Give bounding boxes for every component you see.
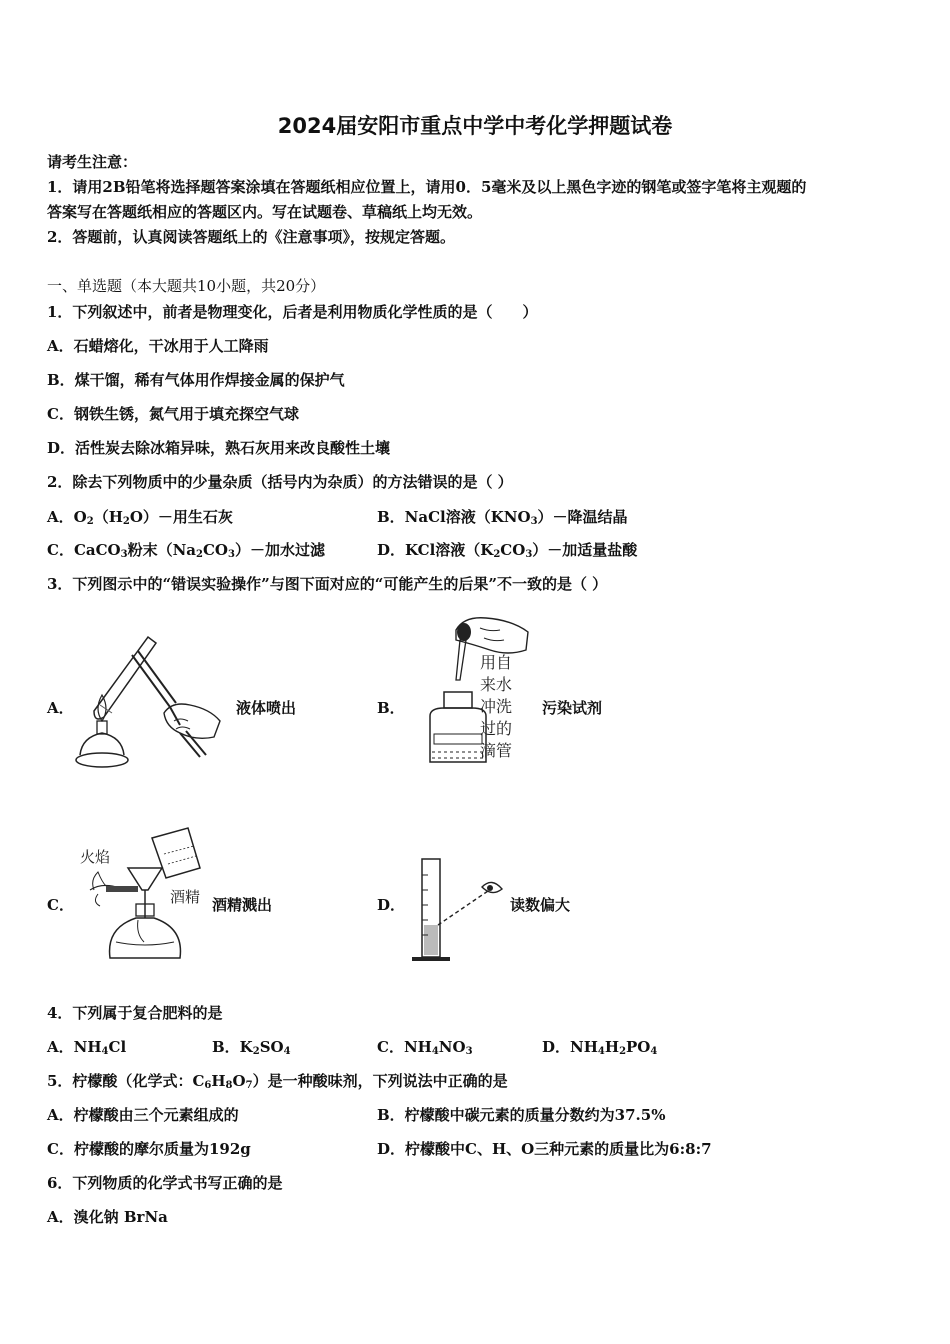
q5-stem: 5．柠檬酸（化学式：$C_6H_8O_7$）是一种酸味剂，下列说法中正确的是 [47,1072,508,1091]
q5-option-c: C．柠檬酸的摩尔质量为192g [47,1140,251,1158]
q6-option-a: A．溴化钠 BrNa [47,1208,168,1226]
q1-option-c: C．钢铁生锈，氮气用于填充探空气球 [47,405,299,423]
notice-heading: 请考生注意： [47,153,138,171]
q3-option-a-letter: A． [47,699,74,717]
q4-option-d: D．$NH_4H_2PO_4$ [542,1038,658,1057]
q3-option-a-result: 液体喷出 [236,699,297,717]
heating-test-tube-figure [72,625,232,775]
q3-option-b-letter: B． [377,699,405,717]
section-heading: 一、单选题（本大题共10小题，共20分） [47,277,326,295]
q1-stem: 1．下列叙述中，前者是物理变化，后者是利用物质化学性质的是（ ） [47,303,538,321]
q3-option-b-result: 污染试剂 [542,699,603,717]
q2-option-b: B．NaCl溶液$(KNO_3)-$降温结晶 [377,508,628,527]
q3-option-c-letter: C． [47,896,74,914]
notice-item-2: 2．答题前，认真阅读答题纸上的《注意事项》，按规定答题。 [47,228,455,246]
q4-stem: 4．下列属于复合肥料的是 [47,1004,223,1022]
q3-option-d-result: 读数偏大 [510,896,571,914]
page-title: 2024届安阳市重点中学中考化学押题试卷 [277,114,673,138]
q2-option-a: A．$O_2(H_2O)-$用生石灰 [47,508,233,527]
measuring-cylinder-figure [410,855,505,965]
q4-option-a: A．$NH_4Cl$ [47,1038,127,1057]
dropper-figure [420,610,535,770]
q2-option-d: D．KCl溶液$(K_2CO_3)-$加适量盐酸 [377,541,638,560]
q5-option-b: B．柠檬酸中碳元素的质量分数约为37.5% [377,1106,666,1124]
q3-option-d-letter: D． [377,896,406,914]
q5-option-d: D．柠檬酸中C、H、O三种元素的质量比为6:8:7 [377,1140,712,1158]
q3-option-c-result: 酒精溅出 [212,896,273,914]
notice-item-1b: 答案写在答题纸相应的答题区内。写在试题卷、草稿纸上均无效。 [47,203,483,221]
q3-stem: 3．下列图示中的“错误实验操作”与图下面对应的“可能产生的后果”不一致的是（ ） [47,575,608,593]
q4-option-b: B．$K_2SO_4$ [212,1038,291,1057]
q6-stem: 6．下列物质的化学式书写正确的是 [47,1174,283,1192]
notice-item-1a: 1．请用2B铅笔将选择题答案涂填在答题纸相应位置上，请用0．5毫米及以上黑色字迹的钢笔或签字笔将主观题的 [47,178,807,196]
q2-option-c: C．CaCO$_3$粉末$(Na_2CO_3)-$加水过滤 [47,541,325,560]
flame-label: 火焰 [80,848,111,866]
q4-option-c: C．$NH_4NO_3$ [377,1038,473,1057]
dropper-note: 用自 来水 冲洗 过的 滴管 [480,653,513,760]
q1-option-a: A．石蜡熔化，干冰用于人工降雨 [47,337,269,355]
q1-option-b: B．煤干馏，稀有气体用作焊接金属的保护气 [47,371,345,389]
q1-option-d: D．活性炭去除冰箱异味，熟石灰用来改良酸性土壤 [47,439,391,457]
alcohol-label: 酒精 [170,888,201,906]
q5-option-a: A．柠檬酸由三个元素组成的 [47,1106,239,1124]
q2-stem: 2．除去下列物质中的少量杂质（括号内为杂质）的方法错误的是（ ） [47,473,513,491]
